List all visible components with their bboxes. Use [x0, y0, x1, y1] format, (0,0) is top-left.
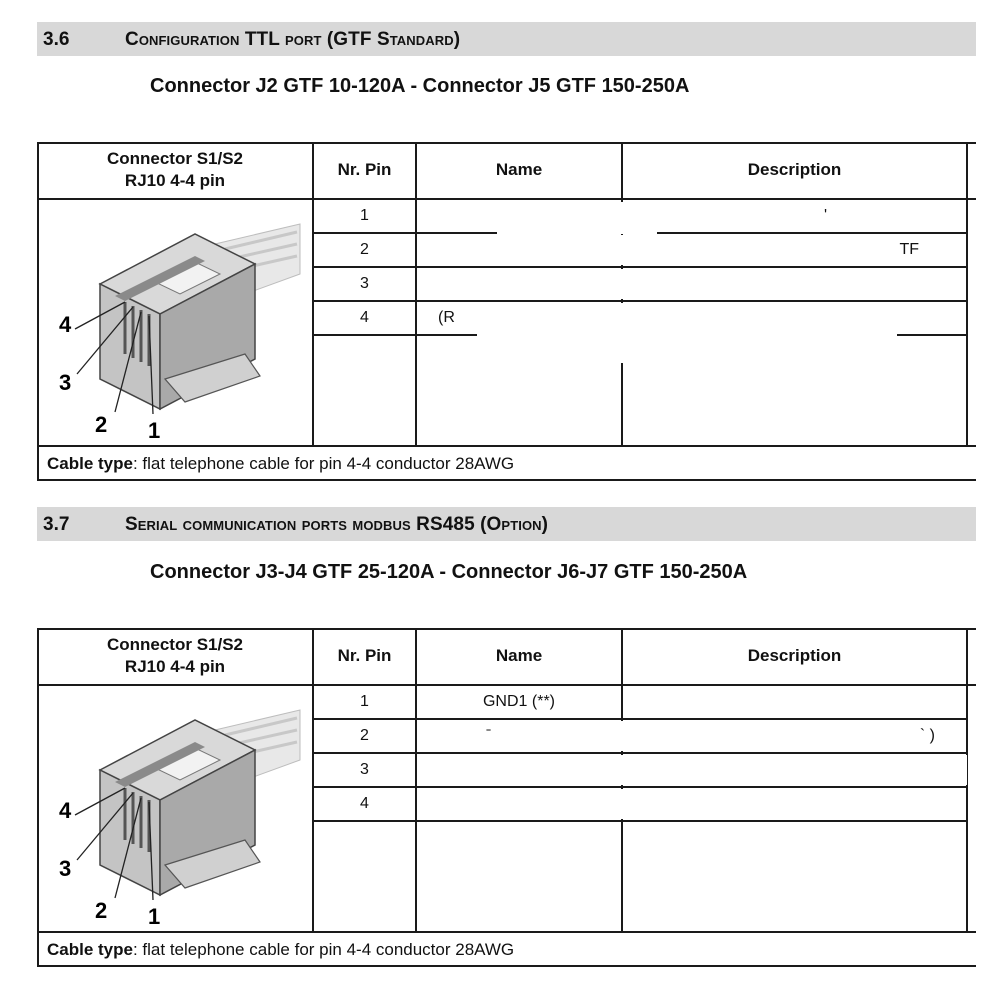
pin-description: ' — [823, 207, 827, 224]
pin-callout: 4 — [59, 798, 72, 823]
pin-callout: 1 — [148, 418, 161, 443]
header-name: Name — [495, 646, 543, 665]
connector-subtitle: Connector J2 GTF 10-120A - Connector J5 GTF 150-250A — [150, 75, 690, 97]
header-name: Name — [495, 160, 543, 179]
pin-callout: 1 — [148, 904, 161, 929]
pin-callout: 3 — [59, 856, 72, 881]
rj10-connector-illustration — [45, 690, 307, 930]
pin-description: TF — [899, 241, 919, 258]
pin-name: GND1 (**) — [482, 693, 555, 710]
pin-callout: 2 — [95, 412, 108, 437]
pinout-table — [37, 142, 976, 480]
header-connector: Connector S1/S2 RJ10 4-4 pin — [106, 149, 244, 190]
pinout-table — [37, 628, 976, 966]
section-header-3-6 — [37, 22, 976, 56]
section-title: Serial communication ports modbus RS485 (Option) — [125, 514, 549, 535]
cable-type-note: Cable type: flat telephone cable for pin 4-4 conductor 28AWG — [47, 940, 515, 959]
rj10-connector-icon — [75, 224, 300, 414]
header-description: Description — [747, 646, 842, 665]
connector-subtitle: Connector J3-J4 GTF 25-120A - Connector J6-J7 GTF 150-250A — [150, 561, 748, 583]
section-header-3-7 — [37, 507, 976, 541]
header-description: Description — [747, 160, 842, 179]
pin-number: 4 — [360, 309, 369, 326]
pin-callout: 2 — [95, 898, 108, 923]
pin-number: 3 — [360, 275, 369, 292]
pin-description: ` ) — [919, 727, 935, 744]
pin-number: 1 — [360, 693, 369, 710]
pin-callout: 3 — [59, 370, 72, 395]
header-pin: Nr. Pin — [337, 160, 392, 179]
pin-number: 2 — [360, 727, 369, 744]
header-connector: Connector S1/S2 RJ10 4-4 pin — [106, 635, 244, 676]
rj10-connector-illustration — [45, 204, 307, 444]
pin-number: 1 — [360, 207, 369, 224]
section-number: 3.6 — [43, 29, 70, 50]
cable-type-note: Cable type: flat telephone cable for pin 4-4 conductor 28AWG — [47, 454, 515, 473]
pin-callout: 4 — [59, 312, 72, 337]
pin-number: 4 — [360, 795, 369, 812]
rj10-connector-icon — [75, 710, 300, 900]
pin-number: 3 — [360, 761, 369, 778]
section-number: 3.7 — [43, 514, 70, 535]
pin-name: (R — [438, 309, 455, 326]
section-title: Configuration TTL port (GTF Standard) — [125, 29, 461, 50]
header-pin: Nr. Pin — [337, 646, 392, 665]
pin-name: ˉ — [486, 727, 492, 744]
pin-number: 2 — [360, 241, 369, 258]
